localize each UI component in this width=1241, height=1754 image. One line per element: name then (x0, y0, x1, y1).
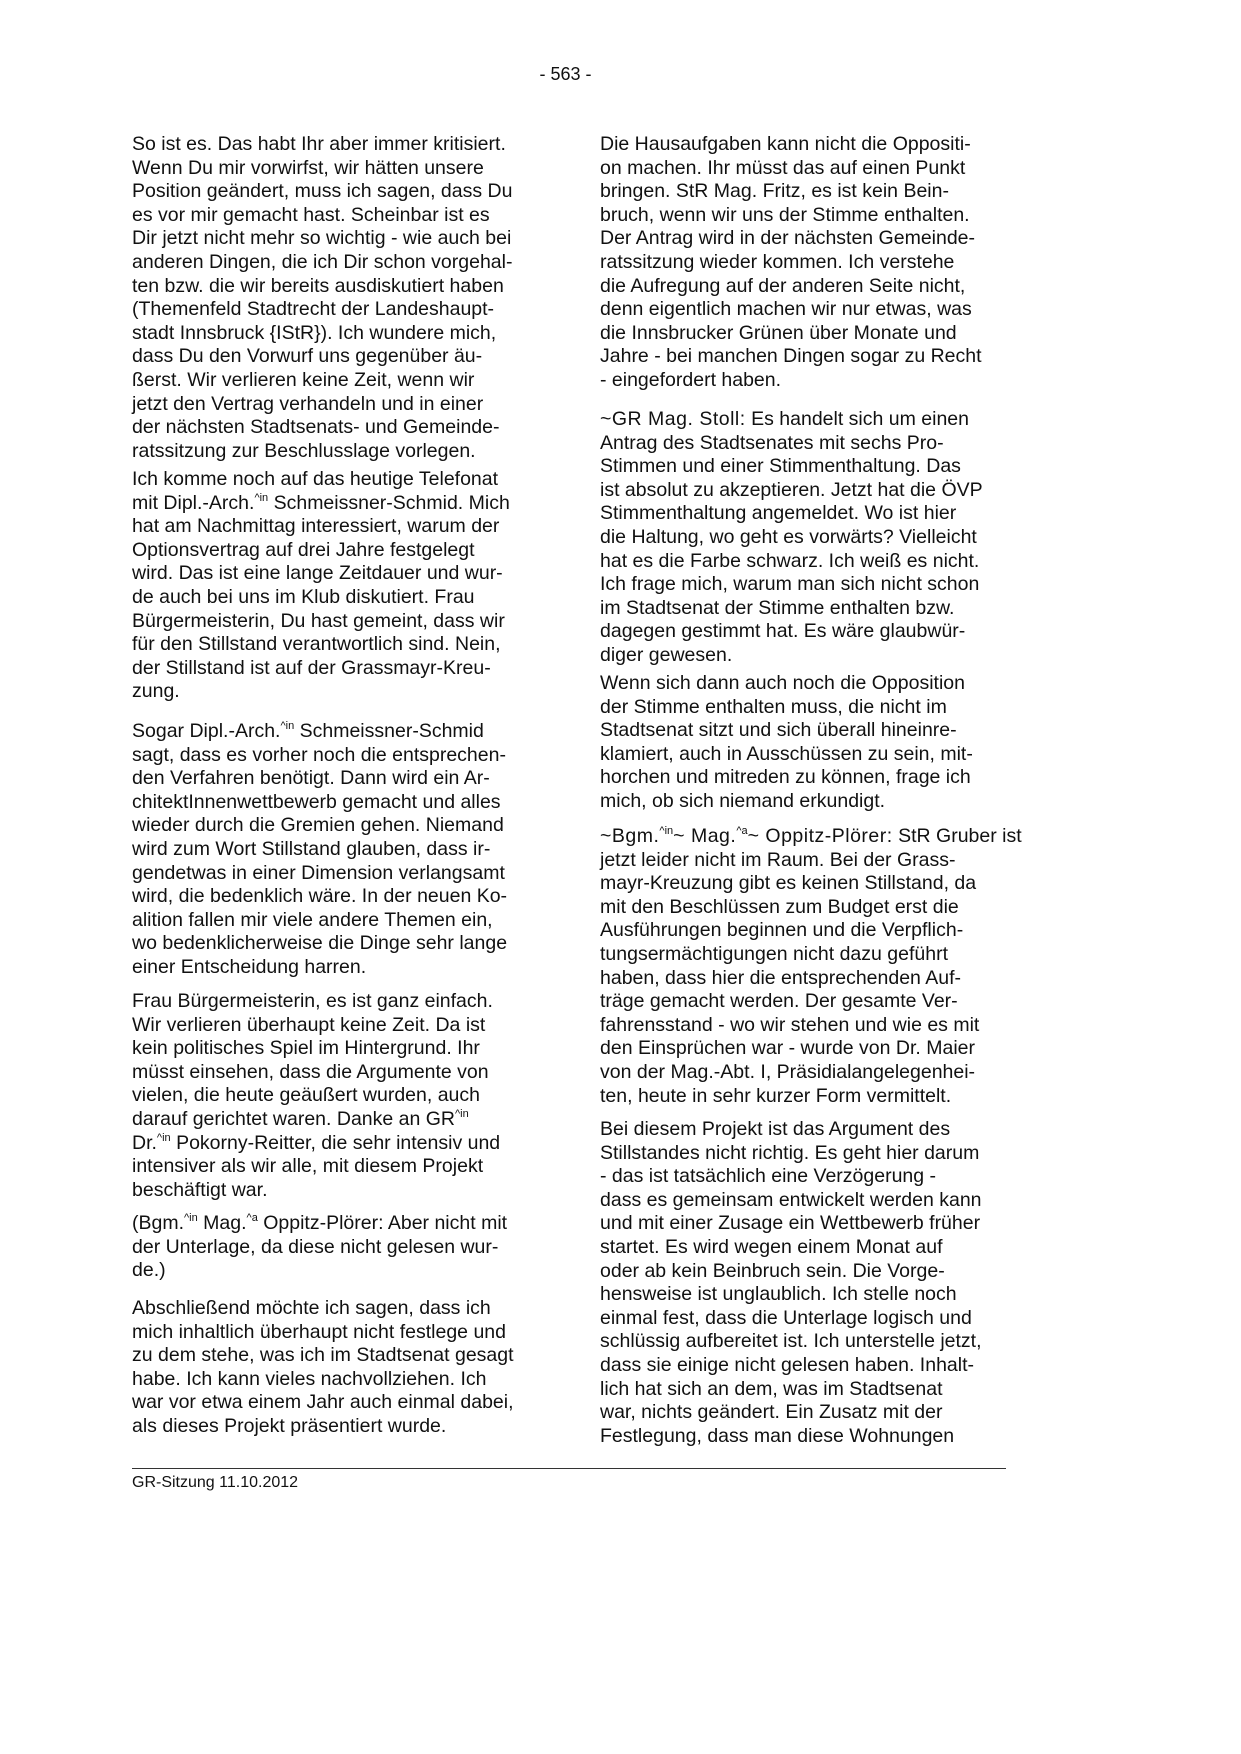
superscript: ^in (254, 491, 269, 504)
text-line (132, 322, 562, 346)
text-segment: anderen Dingen, die ich Dir schon vorgehal- (132, 250, 513, 273)
text-segment: Wir verlieren überhaupt keine Zeit. Da ist (132, 1013, 486, 1036)
text-line (132, 204, 562, 228)
text-line (600, 204, 1030, 228)
text-segment: alition fallen mir viele andere Themen ein, (132, 908, 493, 931)
text-line (132, 251, 562, 275)
text-line (600, 251, 1030, 275)
text-segment: einer Entscheidung harren. (132, 955, 367, 978)
text-segment: wird zum Wort Stillstand glauben, dass ir- (132, 837, 491, 860)
text-segment: Optionsvertrag auf drei Jahre festgelegt (132, 538, 475, 561)
text-segment: kein politisches Spiel im Hintergrund. Ihr (132, 1037, 480, 1060)
text-line (600, 872, 1030, 896)
text-segment: gendetwas in einer Dimension verlangsamt (132, 861, 505, 884)
text-segment: der nächsten Stadtsenats- und Gemeinde- (132, 416, 500, 439)
paragraph (132, 1297, 562, 1439)
text-line (132, 492, 562, 516)
text-segment: horchen und mitreden zu können, frage ich (600, 766, 971, 789)
text-line (600, 919, 1030, 943)
text-segment: sagt, dass es vorher noch die entsprechen- (132, 743, 506, 766)
text-segment: hat es die Farbe schwarz. Ich weiß es nicht. (600, 549, 980, 572)
text-segment: Die Hausaufgaben kann nicht die Oppositi- (600, 133, 971, 155)
text-line (132, 180, 562, 204)
text-line (132, 468, 562, 492)
text-line (600, 1354, 1030, 1378)
paragraph (132, 720, 562, 980)
paragraph (132, 990, 562, 1202)
text-segment: wieder durch die Gremien gehen. Niemand (132, 814, 504, 837)
paragraph (600, 1118, 1030, 1448)
text-line (132, 416, 562, 440)
text-segment: einmal fest, dass die Unterlage logisch und (600, 1306, 972, 1329)
text-segment: ratssitzung wieder kommen. Ich verstehe (600, 250, 955, 273)
text-segment: haben, dass hier die entsprechenden Auf- (600, 966, 962, 989)
text-line (600, 1283, 1030, 1307)
superscript: ^a (246, 1212, 258, 1224)
text-line (132, 680, 562, 704)
text-line (600, 644, 1030, 668)
text-line (132, 633, 562, 657)
text-segment: Jahre - bei manchen Dingen sogar zu Recht (600, 345, 982, 368)
text-line (600, 1401, 1030, 1425)
text-line (600, 502, 1030, 526)
text-segment: Pokorny-Reitter, die sehr intensiv und (170, 1131, 501, 1154)
text-segment: wird. Das ist eine lange Zeitdauer und wur- (132, 562, 503, 585)
text-segment: (Themenfeld Stadtrecht der Landeshaupt- (132, 298, 495, 321)
text-line (132, 956, 562, 980)
text-segment: mich inhaltlich überhaupt nicht festlege und (132, 1320, 506, 1343)
paragraph (132, 468, 562, 704)
paragraph (600, 133, 1030, 393)
superscript: ^in (280, 720, 295, 732)
text-segment: war, nichts geändert. Ein Zusatz mit der (600, 1401, 943, 1424)
text-line (132, 862, 562, 886)
text-line (132, 1084, 562, 1108)
text-segment: die Haltung, wo geht es vorwärts? Vielleicht (600, 525, 977, 548)
text-line (132, 515, 562, 539)
text-segment: beschäftigt war. (132, 1178, 268, 1201)
text-segment: der Unterlage, da diese nicht gelesen wur- (132, 1235, 499, 1258)
text-line (600, 133, 1030, 157)
text-segment: Stadtsenat sitzt und sich überall hineinre- (600, 719, 957, 742)
footer-text: GR-Sitzung 11.10.2012 (132, 1474, 299, 1491)
text-segment: Stimmen und einer Stimmenthaltung. Das (600, 455, 961, 478)
text-segment: war vor etwa einem Jahr auch einmal dabei, (132, 1391, 514, 1414)
text-segment: Stimmenthaltung angemeldet. Wo ist hier (600, 502, 957, 525)
text-segment: Sogar Dipl.-Arch. (132, 720, 281, 742)
page-number: - 563 - (539, 64, 592, 84)
text-line (600, 766, 1030, 790)
text-segment: zu dem stehe, was ich im Stadtsenat gesagt (132, 1344, 514, 1367)
text-line (132, 1391, 562, 1415)
text-line (132, 838, 562, 862)
text-line (132, 767, 562, 791)
text-line (132, 539, 562, 563)
text-segment: Dir jetzt nicht mehr so wichtig - wie auch bei (132, 227, 512, 250)
text-line (132, 720, 562, 744)
text-segment: oder ab kein Beinbruch sein. Die Vorge- (600, 1259, 945, 1282)
text-line (132, 1155, 562, 1179)
text-segment: - eingefordert haben. (600, 368, 782, 391)
text-segment: der Stillstand ist auf der Grassmayr-Kreu- (132, 656, 491, 679)
paragraph (600, 672, 1030, 814)
text-segment: Wenn Du mir vorwirfst, wir hätten unsere (132, 156, 484, 179)
text-line (600, 455, 1030, 479)
text-segment: Ich komme noch auf das heutige Telefonat (132, 468, 499, 490)
speaker-name: ~Bgm. (600, 825, 660, 847)
text-line (132, 1014, 562, 1038)
speaker-name: ~ Oppitz-Plörer: (747, 825, 893, 847)
text-segment: ten, heute in sehr kurzer Form vermittelt. (600, 1084, 952, 1107)
text-line (132, 1179, 562, 1203)
footer-divider (132, 1468, 1006, 1469)
text-segment: ten bzw. die wir bereits ausdiskutiert haben (132, 274, 504, 297)
text-segment: träge gemacht werden. Der gesamte Ver- (600, 990, 958, 1013)
text-line (600, 825, 1030, 849)
text-line (132, 393, 562, 417)
text-segment: hensweise ist unglaublich. Ich stelle noch (600, 1283, 957, 1306)
text-line (132, 744, 562, 768)
text-segment: dagegen gestimmt hat. Es wäre glaubwür- (600, 620, 966, 643)
superscript: ^in (659, 825, 674, 837)
text-segment: es vor mir gemacht hast. Scheinbar ist es (132, 203, 490, 226)
text-line (132, 157, 562, 181)
text-segment: darauf gerichtet waren. Danke an GR (132, 1107, 456, 1130)
text-line (600, 1425, 1030, 1449)
text-segment: der Stimme enthalten muss, die nicht im (600, 695, 947, 718)
text-line (600, 672, 1030, 696)
text-line (132, 1297, 562, 1321)
text-line (600, 719, 1030, 743)
text-segment: jetzt leider nicht im Raum. Bei der Grass- (600, 848, 956, 871)
text-line (600, 1212, 1030, 1236)
text-segment: Schmeissner-Schmid (294, 720, 484, 742)
text-line (600, 743, 1030, 767)
text-line (132, 1368, 562, 1392)
text-segment: Schmeissner-Schmid. Mich (268, 491, 510, 514)
text-segment: Ich frage mich, warum man sich nicht schon (600, 573, 980, 596)
text-line (132, 298, 562, 322)
text-segment: im Stadtsenat der Stimme enthalten bzw. (600, 596, 955, 619)
text-line (132, 1037, 562, 1061)
text-line (600, 1118, 1030, 1142)
text-line (600, 345, 1030, 369)
text-segment: Bürgermeisterin, Du hast gemeint, dass wir (132, 609, 505, 632)
text-line (600, 1330, 1030, 1354)
text-line (132, 1212, 562, 1236)
paragraph (600, 408, 1030, 668)
text-line (132, 133, 562, 157)
text-segment: tungsermächtigungen nicht dazu geführt (600, 942, 948, 965)
text-line (600, 990, 1030, 1014)
text-line (132, 1236, 562, 1260)
text-segment: diger gewesen. (600, 643, 733, 666)
text-segment: mit den Beschlüssen zum Budget erst die (600, 895, 959, 918)
text-segment: dass Du den Vorwurf uns gegenüber äu- (132, 345, 483, 368)
text-line (600, 573, 1030, 597)
text-line (132, 562, 562, 586)
text-line (132, 909, 562, 933)
superscript: ^in (156, 1131, 171, 1144)
text-line (600, 275, 1030, 299)
text-segment: den Einsprüchen war - wurde von Dr. Maier (600, 1037, 976, 1060)
text-segment: on machen. Ihr müsst das auf einen Punkt (600, 156, 966, 179)
text-line (132, 1108, 562, 1132)
text-line (132, 1415, 562, 1439)
text-segment: chitektInnenwettbewerb gemacht und alles (132, 790, 501, 813)
text-segment: Der Antrag wird in der nächsten Gemeinde- (600, 227, 976, 250)
text-segment: Dr. (132, 1131, 157, 1154)
text-segment: den Verfahren benötigt. Dann wird ein Ar- (132, 767, 490, 790)
paragraph (132, 1212, 562, 1283)
text-segment: ratssitzung zur Beschlusslage vorlegen. (132, 439, 476, 462)
text-segment: Antrag des Stadtsenates mit sechs Pro- (600, 431, 944, 454)
text-segment: (Bgm. (132, 1212, 185, 1234)
text-line (600, 1061, 1030, 1085)
text-segment: de.) (132, 1259, 166, 1282)
paragraph (600, 825, 1030, 1108)
text-segment: Position geändert, muss ich sagen, dass Du (132, 180, 513, 203)
text-segment: bruch, wenn wir uns der Stimme enthalten. (600, 203, 970, 226)
text-line (600, 526, 1030, 550)
text-line (132, 1259, 562, 1283)
text-segment: mit Dipl.-Arch. (132, 491, 255, 514)
text-segment: de auch bei uns im Klub diskutiert. Frau (132, 585, 475, 608)
text-segment: die Aufregung auf der anderen Seite nicht, (600, 274, 966, 297)
text-segment: lich hat sich an dem, was im Stadtsenat (600, 1377, 943, 1400)
superscript: ^in (184, 1212, 198, 1224)
text-line (132, 440, 562, 464)
text-segment: Frau Bürgermeisterin, es ist ganz einfach. (132, 990, 493, 1012)
text-line (132, 657, 562, 681)
text-segment: zung. (132, 680, 180, 703)
text-segment: startet. Es wird wegen einem Monat auf (600, 1235, 943, 1258)
text-line (132, 345, 562, 369)
text-line (600, 1165, 1030, 1189)
text-line (600, 1236, 1030, 1260)
text-segment: wird, die bedenklich wäre. In der neuen Ko- (132, 885, 508, 908)
text-line (132, 885, 562, 909)
text-line (600, 620, 1030, 644)
text-segment: Es handelt sich um einen (745, 408, 969, 430)
text-line (132, 586, 562, 610)
speaker-name: ~ Mag. (673, 825, 737, 847)
text-line (600, 967, 1030, 991)
text-segment: klamiert, auch in Ausschüssen zu sein, mit- (600, 742, 973, 765)
text-segment: fahrensstand - wo wir stehen und wie es mit (600, 1013, 980, 1036)
text-segment: die Innsbrucker Grünen über Monate und (600, 321, 957, 344)
text-segment: als dieses Projekt präsentiert wurde. (132, 1414, 447, 1437)
text-line (600, 849, 1030, 873)
paragraph (132, 133, 562, 463)
text-line (132, 1321, 562, 1345)
text-segment: Mag. (197, 1212, 247, 1234)
text-line (132, 1132, 562, 1156)
text-segment: wo bedenklicherweise die Dinge sehr lange (132, 932, 508, 955)
text-line (132, 932, 562, 956)
text-segment: mayr-Kreuzung gibt es keinen Stillstand, da (600, 872, 977, 895)
text-segment: intensiver als wir alle, mit diesem Projekt (132, 1155, 484, 1178)
text-segment: dass sie einige nicht gelesen haben. Inhalt- (600, 1353, 975, 1376)
text-line (132, 227, 562, 251)
text-segment: für den Stillstand verantwortlich sind. Nein, (132, 633, 501, 656)
text-line (600, 943, 1030, 967)
text-segment: jetzt den Vertrag verhandeln und in einer (132, 392, 484, 415)
text-segment: Bei diesem Projekt ist das Argument des (600, 1118, 951, 1140)
text-segment: vielen, die heute geäußert wurden, auch (132, 1084, 480, 1107)
speaker-name: ~GR Mag. Stoll: (600, 408, 746, 430)
text-line (600, 790, 1030, 814)
text-line (132, 1061, 562, 1085)
text-line (600, 432, 1030, 456)
text-segment: dass es gemeinsam entwickelt werden kann (600, 1188, 982, 1211)
text-line (600, 369, 1030, 393)
text-line (600, 298, 1030, 322)
text-segment: bringen. StR Mag. Fritz, es ist kein Bein- (600, 180, 949, 203)
text-line (132, 814, 562, 838)
text-line (600, 597, 1030, 621)
text-line (600, 322, 1030, 346)
text-line (600, 696, 1030, 720)
text-line (600, 408, 1030, 432)
text-line (600, 157, 1030, 181)
text-line (132, 610, 562, 634)
text-segment: hat am Nachmittag interessiert, warum der (132, 515, 500, 538)
text-segment: denn eigentlich machen wir nur etwas, was (600, 298, 972, 321)
text-line (132, 990, 562, 1014)
text-line (600, 896, 1030, 920)
text-segment: Abschließend möchte ich sagen, dass ich (132, 1297, 491, 1319)
text-line (132, 369, 562, 393)
text-segment: Ausführungen beginnen und die Verpflich- (600, 919, 964, 942)
text-segment: Wenn sich dann auch noch die Opposition (600, 672, 965, 694)
text-line (600, 1260, 1030, 1284)
superscript: ^a (736, 825, 748, 837)
text-segment: habe. Ich kann vieles nachvollziehen. Ich (132, 1367, 487, 1390)
text-line (600, 479, 1030, 503)
text-segment: ist absolut zu akzeptieren. Jetzt hat die ÖVP (600, 478, 983, 501)
text-segment: Stillstandes nicht richtig. Es geht hier darum (600, 1141, 980, 1164)
text-segment: müsst einsehen, dass die Argumente von (132, 1060, 489, 1083)
text-segment: StR Gruber ist (892, 825, 1022, 847)
text-segment: schlüssig aufbereitet ist. Ich unterstelle jetzt, (600, 1330, 982, 1353)
text-line (600, 180, 1030, 204)
text-segment: mich, ob sich niemand erkundigt. (600, 789, 886, 812)
text-line (600, 1085, 1030, 1109)
text-segment: stadt Innsbruck {IStR}). Ich wundere mich, (132, 321, 497, 344)
text-line (132, 1344, 562, 1368)
text-segment: - das ist tatsächlich eine Verzögerung - (600, 1165, 937, 1188)
text-segment: ßerst. Wir verlieren keine Zeit, wenn wir (132, 368, 475, 391)
text-line (600, 1014, 1030, 1038)
text-line (600, 1037, 1030, 1061)
text-line (600, 1307, 1030, 1331)
text-segment: Festlegung, dass man diese Wohnungen (600, 1424, 955, 1447)
text-segment: Oppitz-Plörer: Aber nicht mit (257, 1212, 508, 1234)
text-line (600, 1189, 1030, 1213)
text-line (600, 1378, 1030, 1402)
text-segment: von der Mag.-Abt. I, Präsidialangelegenhei- (600, 1060, 976, 1083)
text-line (600, 1142, 1030, 1166)
text-segment: So ist es. Das habt Ihr aber immer kritisiert. (132, 133, 506, 155)
text-line (132, 791, 562, 815)
text-segment: und mit einer Zusage ein Wettbewerb früher (600, 1212, 981, 1235)
text-line (600, 550, 1030, 574)
text-line (600, 227, 1030, 251)
text-line (132, 275, 562, 299)
superscript: ^in (455, 1107, 469, 1120)
